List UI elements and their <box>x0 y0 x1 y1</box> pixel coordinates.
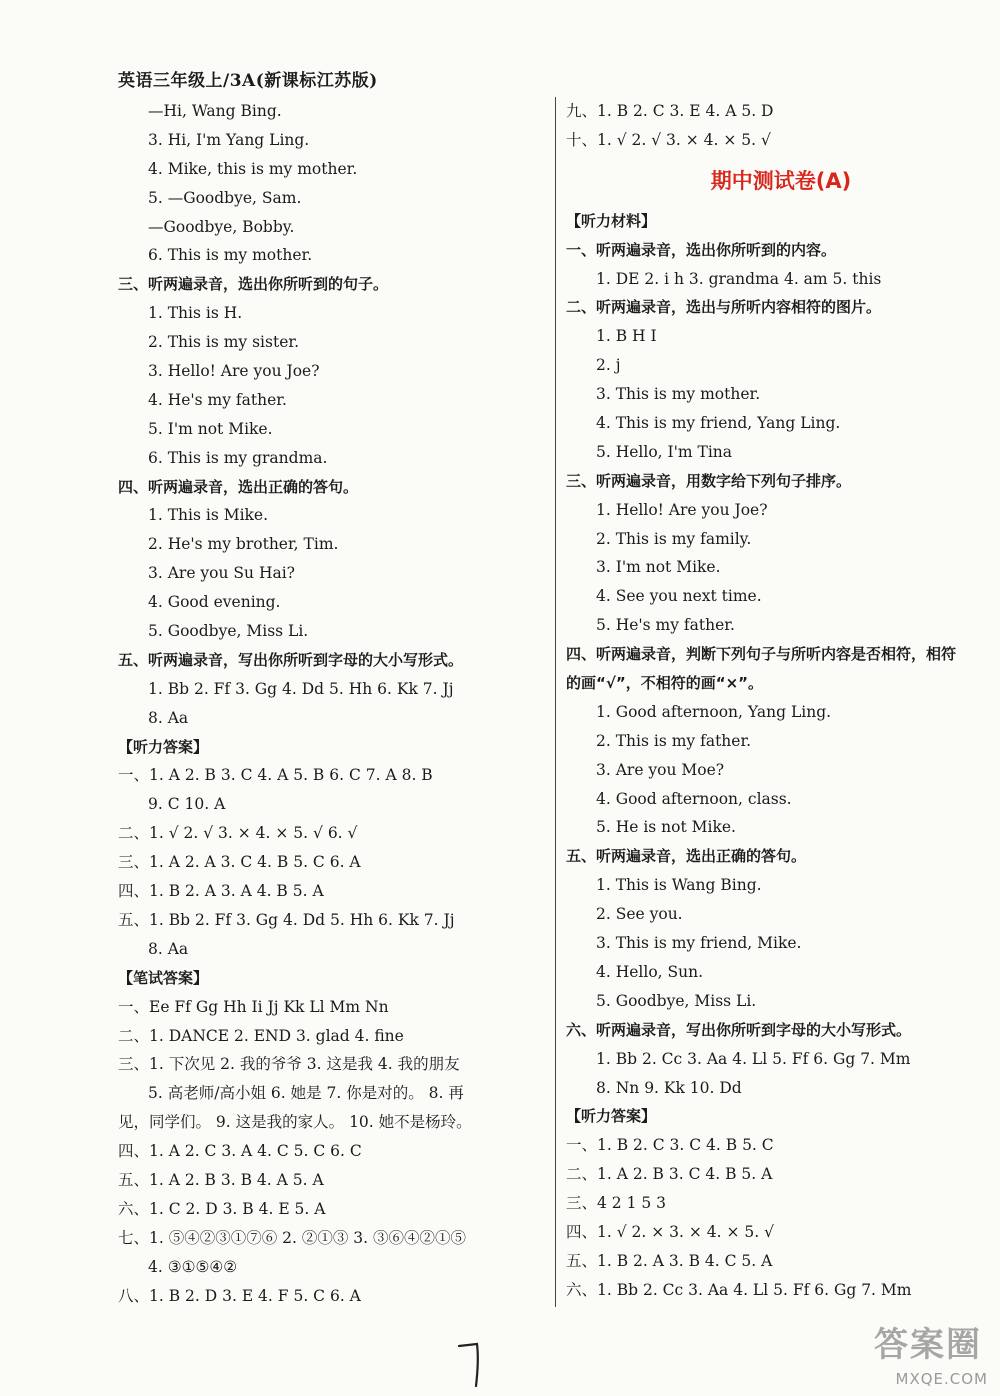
text-line: 1. Bb 2. Ff 3. Gg 4. Dd 5. Hh 6. Kk 7. Jj <box>148 679 454 698</box>
text-line: 见，同学们。 9. 这是我的家人。 10. 她不是杨玲。 <box>118 1113 472 1132</box>
text-line: 二、1. √ 2. √ 3. × 4. × 5. √ 6. √ <box>118 824 358 843</box>
section-heading: 六、听两遍录音，写出你所听到字母的大小写形式。 <box>566 1020 912 1039</box>
text-line: 8. Aa <box>148 708 189 727</box>
text-line: 四、1. B 2. A 3. A 4. B 5. A <box>118 882 324 901</box>
section-heading: 【听力答案】 <box>118 737 209 756</box>
text-line: 1. Good afternoon, Yang Ling. <box>596 702 832 721</box>
text-line: 4. Mike, this is my mother. <box>148 159 358 178</box>
text-line: 4. Good afternoon, class. <box>596 789 792 808</box>
text-line: 四、1. √ 2. × 3. × 4. × 5. √ <box>566 1222 775 1241</box>
text-line: 1. B H I <box>596 327 657 346</box>
text-line: 九、1. B 2. C 3. E 4. A 5. D <box>566 102 774 120</box>
left-column <box>118 97 550 1310</box>
text-line: 5. Goodbye, Miss Li. <box>596 991 757 1010</box>
text-line: 5. Goodbye, Miss Li. <box>148 622 309 641</box>
text-line: 五、1. Bb 2. Ff 3. Gg 4. Dd 5. Hh 6. Kk 7. Jj <box>118 910 455 929</box>
text-line: 4. Good evening. <box>148 593 281 612</box>
text-line: 二、1. A 2. B 3. C 4. B 5. A <box>566 1165 773 1184</box>
watermark-logo: 答案圈 <box>874 1325 982 1365</box>
text-line: 8. Nn 9. Kk 10. Dd <box>596 1078 742 1097</box>
text-line: 1. Bb 2. Cc 3. Aa 4. Ll 5. Ff 6. Gg 7. Mm <box>596 1049 911 1068</box>
section-heading: 三、听两遍录音，用数字给下列句子排序。 <box>566 471 852 490</box>
section-heading: 的画“√”，不相符的画“×”。 <box>566 674 764 693</box>
text-line: 2. See you. <box>596 905 683 924</box>
text-line: 1. Hello! Are you Joe? <box>596 500 768 519</box>
watermark <box>820 1300 1000 1396</box>
text-line: 三、1. 下次见 2. 我的爷爷 3. 这是我 4. 我的朋友 <box>118 1055 460 1074</box>
text-line: 3. Hi, I'm Yang Ling. <box>148 130 310 149</box>
section-heading: 三、听两遍录音，选出你所听到的句子。 <box>118 275 389 294</box>
text-line: 4. This is my friend, Yang Ling. <box>596 414 841 433</box>
text-line: 8. Aa <box>148 939 189 958</box>
text-line: 5. He is not Mike. <box>596 818 736 837</box>
text-line: 二、1. DANCE 2. END 3. glad 4. fine <box>118 1026 404 1045</box>
text-line: —Hi, Wang Bing. <box>148 102 282 120</box>
section-heading: 四、听两遍录音，判断下列句子与所听内容是否相符，相符 <box>566 645 957 664</box>
text-line: 七、1. ⑤④②③①⑦⑥ 2. ②①③ 3. ③⑥④②①⑤ <box>118 1228 467 1247</box>
text-line: 三、1. A 2. A 3. C 4. B 5. C 6. A <box>118 853 361 872</box>
text-line: 9. C 10. A <box>148 795 226 814</box>
text-line: 一、1. A 2. B 3. C 4. A 5. B 6. C 7. A 8. B <box>118 766 433 785</box>
text-line: 3. This is my mother. <box>596 385 761 404</box>
right-column <box>566 97 996 1305</box>
running-header: 英语三年级上/3A(新课标江苏版) <box>118 71 378 91</box>
text-line: 4. He's my father. <box>148 390 287 409</box>
text-line: 2. This is my father. <box>596 731 752 750</box>
text-line: 1. DE 2. i h 3. grandma 4. am 5. this <box>596 269 882 288</box>
text-line: 一、Ee Ff Gg Hh Ii Jj Kk Ll Mm Nn <box>118 997 389 1016</box>
text-line: 2. This is my sister. <box>148 333 299 352</box>
section-heading: 五、听两遍录音，选出正确的答句。 <box>566 847 807 866</box>
watermark-url: MXQE.COM <box>895 1370 988 1388</box>
text-line: 1. This is Mike. <box>148 506 269 525</box>
section-heading: 四、听两遍录音，选出正确的答句。 <box>118 477 359 496</box>
text-line: 5. He's my father. <box>596 616 735 635</box>
text-line: 1. This is Wang Bing. <box>596 876 762 895</box>
section-heading: 二、听两遍录音，选出与所听内容相符的图片。 <box>566 298 882 317</box>
text-line: 2. This is my family. <box>596 529 752 548</box>
text-line: 3. I'm not Mike. <box>596 558 721 577</box>
text-line: 十、1. √ 2. √ 3. × 4. × 5. √ <box>566 130 771 149</box>
text-line: 3. This is my friend, Mike. <box>596 934 802 953</box>
section-heading: 【笔试答案】 <box>118 968 209 987</box>
text-line: 六、1. Bb 2. Cc 3. Aa 4. Ll 5. Ff 6. Gg 7. Mm <box>566 1280 912 1299</box>
text-line: 五、1. A 2. B 3. B 4. A 5. A <box>118 1170 324 1189</box>
text-line: 六、1. C 2. D 3. B 4. E 5. A <box>118 1199 326 1218</box>
text-line: 6. This is my mother. <box>148 246 313 265</box>
text-line: 五、1. B 2. A 3. B 4. C 5. A <box>566 1251 773 1270</box>
text-line: 6. This is my grandma. <box>148 448 328 467</box>
text-line: 4. See you next time. <box>596 587 762 606</box>
section-heading: 一、听两遍录音，选出你所听到的内容。 <box>566 240 837 259</box>
section-title: 期中测试卷(A) <box>710 168 852 193</box>
text-line: 3. Are you Su Hai? <box>148 564 295 583</box>
text-line: 1. This is H. <box>148 304 243 323</box>
text-line: 5. Hello, I'm Tina <box>596 442 733 461</box>
text-line: 八、1. B 2. D 3. E 4. F 5. C 6. A <box>118 1286 361 1305</box>
text-line: 5. I'm not Mike. <box>148 419 273 438</box>
text-line: 三、4 2 1 5 3 <box>566 1194 667 1213</box>
text-line: 2. He's my brother, Tim. <box>148 535 339 554</box>
column-divider <box>555 97 556 1307</box>
handwritten-page-mark <box>455 1340 495 1390</box>
text-line: —Goodbye, Bobby. <box>148 217 295 236</box>
text-line: 3. Hello! Are you Joe? <box>148 362 320 381</box>
section-heading: 【听力答案】 <box>566 1107 657 1126</box>
section-heading: 五、听两遍录音，写出你所听到字母的大小写形式。 <box>118 650 464 669</box>
text-line: 5. 高老师/高小姐 6. 她是 7. 你是对的。 8. 再 <box>148 1084 464 1103</box>
text-line: 2. j <box>596 356 621 375</box>
text-line: 5. —Goodbye, Sam. <box>148 188 302 207</box>
text-line: 一、1. B 2. C 3. C 4. B 5. C <box>566 1136 774 1155</box>
text-line: 3. Are you Moe? <box>596 760 725 779</box>
section-heading: 【听力材料】 <box>566 211 657 230</box>
text-line: 4. ③①⑤④② <box>148 1257 238 1276</box>
text-line: 四、1. A 2. C 3. A 4. C 5. C 6. C <box>118 1142 362 1161</box>
text-line: 4. Hello, Sun. <box>596 962 704 981</box>
